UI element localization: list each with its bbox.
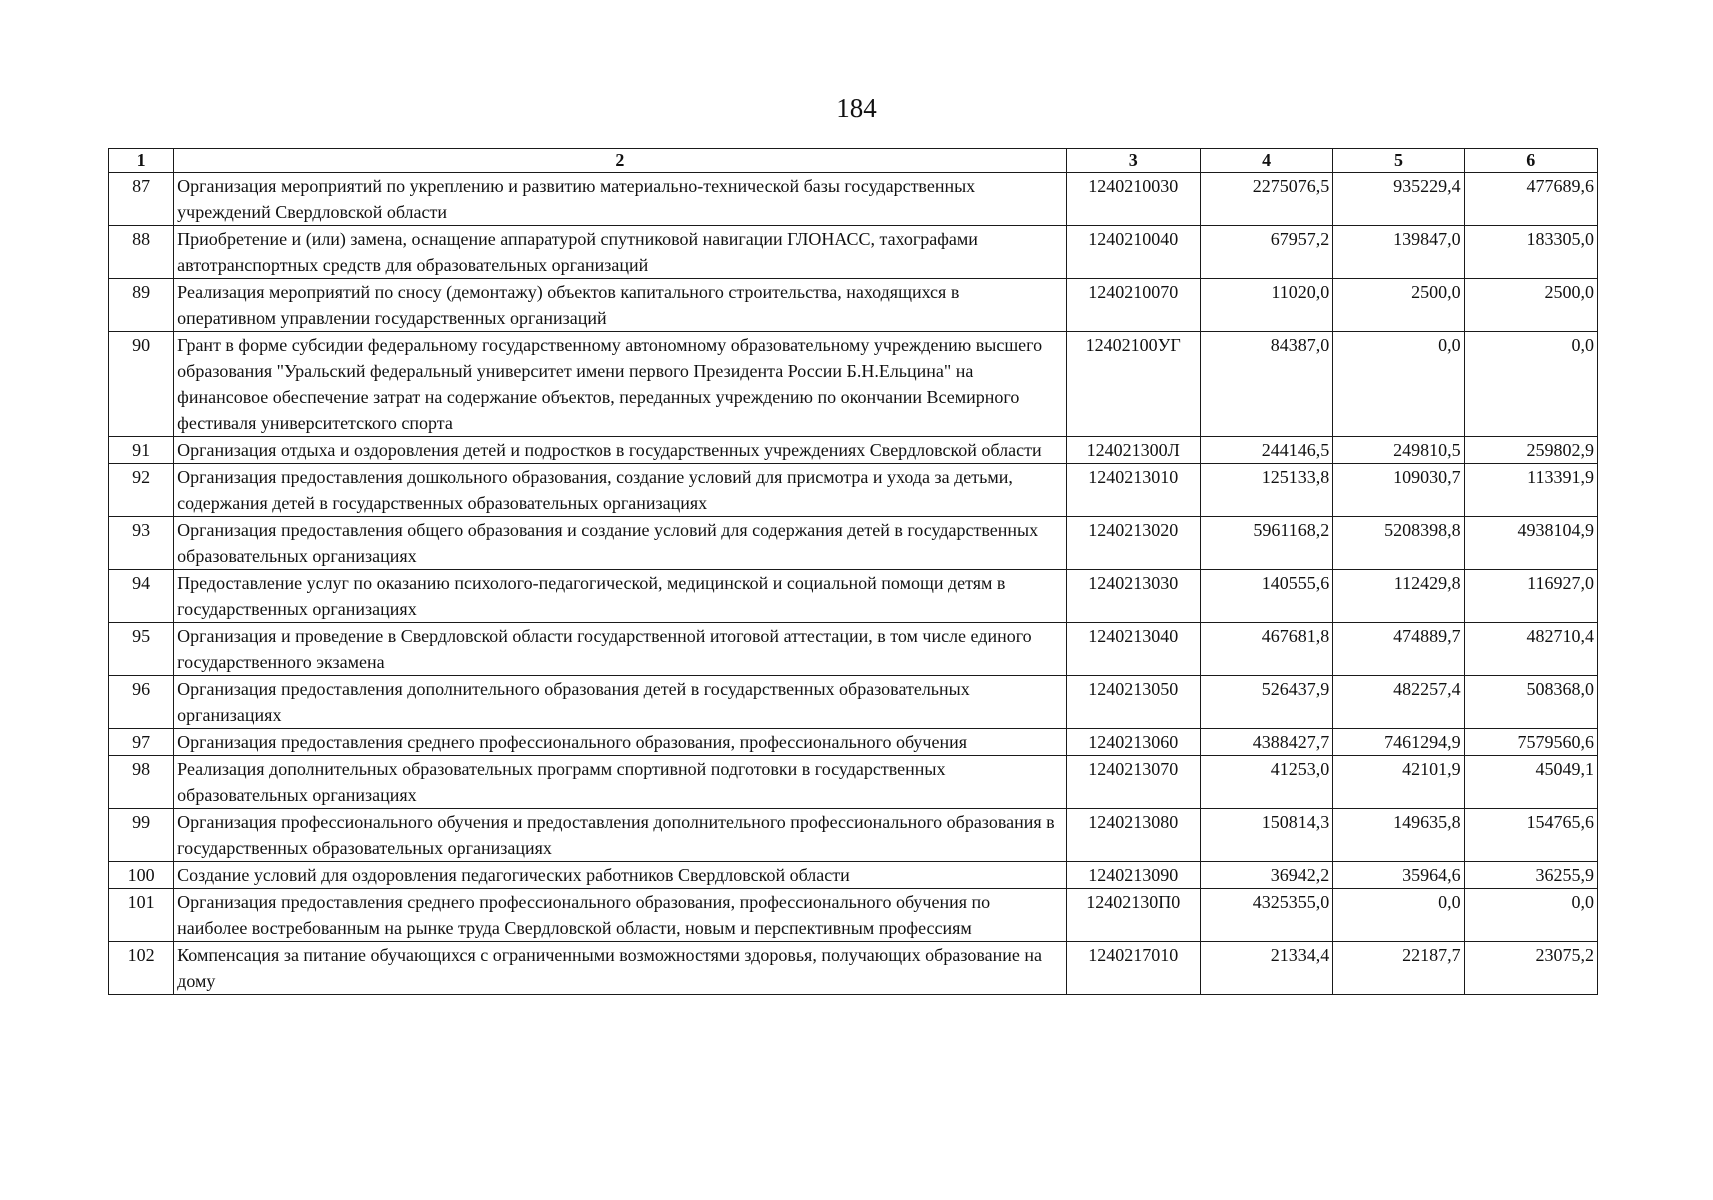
row-value-col6: 36255,9	[1464, 862, 1597, 889]
row-number: 89	[109, 279, 174, 332]
row-value-col4: 467681,8	[1200, 623, 1332, 676]
row-code: 1240213070	[1066, 756, 1200, 809]
row-code: 1240210040	[1066, 226, 1200, 279]
row-value-col5: 149635,8	[1333, 809, 1464, 862]
row-name: Организация предоставления дополнительного образования детей в государственных образовательных организациях	[174, 676, 1066, 729]
row-code: 1240213040	[1066, 623, 1200, 676]
row-code: 1240213030	[1066, 570, 1200, 623]
row-value-col5: 482257,4	[1333, 676, 1464, 729]
row-value-col5: 35964,6	[1333, 862, 1464, 889]
row-number: 93	[109, 517, 174, 570]
row-value-col6: 259802,9	[1464, 437, 1597, 464]
row-value-col5: 139847,0	[1333, 226, 1464, 279]
table-row	[109, 332, 1598, 437]
table-row	[109, 942, 1598, 995]
row-name: Организация предоставления общего образования и создание условий для содержания детей в государственных образовательных организациях	[174, 517, 1066, 570]
row-number: 91	[109, 437, 174, 464]
row-value-col4: 2275076,5	[1200, 173, 1332, 226]
row-name: Организация предоставления среднего профессионального образования, профессионального обучения	[174, 729, 1066, 756]
row-name: Реализация дополнительных образовательных программ спортивной подготовки в государственных образовательных организациях	[174, 756, 1066, 809]
row-code: 1240213010	[1066, 464, 1200, 517]
row-value-col4: 5961168,2	[1200, 517, 1332, 570]
row-value-col5: 5208398,8	[1333, 517, 1464, 570]
row-number: 90	[109, 332, 174, 437]
table-row	[109, 756, 1598, 809]
row-value-col4: 11020,0	[1200, 279, 1332, 332]
row-name: Реализация мероприятий по сносу (демонтажу) объектов капитального строительства, находящихся в оперативном управлении государственных организаций	[174, 279, 1066, 332]
row-code: 1240213050	[1066, 676, 1200, 729]
row-name: Создание условий для оздоровления педагогических работников Свердловской области	[174, 862, 1066, 889]
row-value-col4: 21334,4	[1200, 942, 1332, 995]
table-row	[109, 517, 1598, 570]
row-code: 12402130П0	[1066, 889, 1200, 942]
header-col-2: 2	[174, 149, 1066, 173]
row-number: 97	[109, 729, 174, 756]
row-code: 1240210070	[1066, 279, 1200, 332]
row-value-col5: 474889,7	[1333, 623, 1464, 676]
row-value-col4: 150814,3	[1200, 809, 1332, 862]
table-body	[109, 173, 1598, 995]
row-number: 102	[109, 942, 174, 995]
row-value-col4: 4325355,0	[1200, 889, 1332, 942]
row-value-col5: 109030,7	[1333, 464, 1464, 517]
header-col-3: 3	[1066, 149, 1200, 173]
table-row	[109, 676, 1598, 729]
row-value-col4: 67957,2	[1200, 226, 1332, 279]
row-value-col6: 0,0	[1464, 332, 1597, 437]
row-code: 1240213090	[1066, 862, 1200, 889]
table-row	[109, 862, 1598, 889]
row-value-col6: 45049,1	[1464, 756, 1597, 809]
row-name: Организация предоставления дошкольного образования, создание условий для присмотра и ухода за детьми, содержания детей в государственных образовательных организациях	[174, 464, 1066, 517]
row-name: Грант в форме субсидии федеральному государственному автономному образовательному учреждению высшего образования "Уральский федеральный университет имени первого Президента России Б.Н.Ельцина" на финансовое обеспечение затрат на содержание объектов, переданных учреждению по окончании Всемирного фестиваля университетского спорта	[174, 332, 1066, 437]
row-value-col4: 140555,6	[1200, 570, 1332, 623]
header-col-6: 6	[1464, 149, 1597, 173]
table-row	[109, 226, 1598, 279]
row-value-col6: 2500,0	[1464, 279, 1597, 332]
row-name: Организация отдыха и оздоровления детей и подростков в государственных учреждениях Свердловской области	[174, 437, 1066, 464]
row-number: 98	[109, 756, 174, 809]
row-value-col5: 0,0	[1333, 889, 1464, 942]
row-code: 1240217010	[1066, 942, 1200, 995]
table-row	[109, 570, 1598, 623]
row-name: Организация мероприятий по укреплению и развитию материально-технической базы государственных учреждений Свердловской области	[174, 173, 1066, 226]
row-name: Компенсация за питание обучающихся с ограниченными возможностями здоровья, получающих образование на дому	[174, 942, 1066, 995]
row-number: 100	[109, 862, 174, 889]
row-value-col5: 249810,5	[1333, 437, 1464, 464]
row-code: 124021300Л	[1066, 437, 1200, 464]
row-name: Приобретение и (или) замена, оснащение аппаратурой спутниковой навигации ГЛОНАСС, тахографами автотранспортных средств для образовательных организаций	[174, 226, 1066, 279]
row-value-col5: 935229,4	[1333, 173, 1464, 226]
row-value-col6: 477689,6	[1464, 173, 1597, 226]
row-number: 87	[109, 173, 174, 226]
row-value-col6: 482710,4	[1464, 623, 1597, 676]
row-number: 92	[109, 464, 174, 517]
table-row	[109, 173, 1598, 226]
row-number: 99	[109, 809, 174, 862]
row-value-col4: 4388427,7	[1200, 729, 1332, 756]
table-row	[109, 279, 1598, 332]
row-value-col5: 2500,0	[1333, 279, 1464, 332]
table-row	[109, 623, 1598, 676]
row-number: 96	[109, 676, 174, 729]
table-row	[109, 464, 1598, 517]
budget-table	[108, 148, 1598, 995]
row-value-col6: 0,0	[1464, 889, 1597, 942]
row-name: Организация и проведение в Свердловской области государственной итоговой аттестации, в том числе единого государственного экзамена	[174, 623, 1066, 676]
row-value-col4: 41253,0	[1200, 756, 1332, 809]
page-number: 184	[836, 93, 877, 123]
row-value-col5: 22187,7	[1333, 942, 1464, 995]
header-row	[109, 149, 1598, 173]
table-row	[109, 889, 1598, 942]
header-col-4: 4	[1200, 149, 1332, 173]
row-code: 1240213080	[1066, 809, 1200, 862]
row-name: Организация предоставления среднего профессионального образования, профессионального обучения по наиболее востребованным на рынке труда Свердловской области, новым и перспективным профессиям	[174, 889, 1066, 942]
row-name: Предоставление услуг по оказанию психолого-педагогической, медицинской и социальной помощи детям в государственных организациях	[174, 570, 1066, 623]
row-value-col6: 4938104,9	[1464, 517, 1597, 570]
row-value-col5: 112429,8	[1333, 570, 1464, 623]
row-number: 101	[109, 889, 174, 942]
row-value-col5: 7461294,9	[1333, 729, 1464, 756]
row-value-col4: 36942,2	[1200, 862, 1332, 889]
row-number: 95	[109, 623, 174, 676]
row-value-col6: 508368,0	[1464, 676, 1597, 729]
row-code: 1240213020	[1066, 517, 1200, 570]
row-value-col6: 7579560,6	[1464, 729, 1597, 756]
row-value-col6: 183305,0	[1464, 226, 1597, 279]
row-value-col6: 23075,2	[1464, 942, 1597, 995]
header-col-5: 5	[1333, 149, 1464, 173]
row-value-col6: 154765,6	[1464, 809, 1597, 862]
row-value-col4: 526437,9	[1200, 676, 1332, 729]
row-value-col5: 42101,9	[1333, 756, 1464, 809]
table-row	[109, 809, 1598, 862]
row-value-col4: 125133,8	[1200, 464, 1332, 517]
row-value-col4: 84387,0	[1200, 332, 1332, 437]
row-value-col4: 244146,5	[1200, 437, 1332, 464]
row-value-col5: 0,0	[1333, 332, 1464, 437]
row-name: Организация профессионального обучения и предоставления дополнительного профессионального образования в государственных образовательных организациях	[174, 809, 1066, 862]
row-code: 1240210030	[1066, 173, 1200, 226]
table-row	[109, 729, 1598, 756]
row-number: 88	[109, 226, 174, 279]
row-value-col6: 116927,0	[1464, 570, 1597, 623]
header-col-1: 1	[109, 149, 174, 173]
row-code: 12402100УГ	[1066, 332, 1200, 437]
row-code: 1240213060	[1066, 729, 1200, 756]
row-number: 94	[109, 570, 174, 623]
table-row	[109, 437, 1598, 464]
row-value-col6: 113391,9	[1464, 464, 1597, 517]
